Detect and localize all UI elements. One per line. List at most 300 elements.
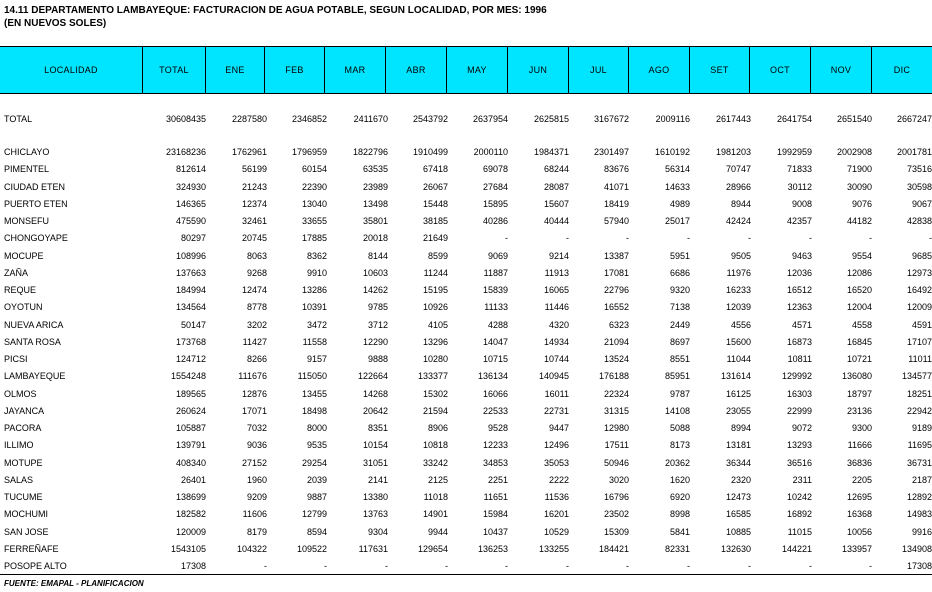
cell-feb: 11558: [302, 337, 327, 347]
row-label: SANTA ROSA: [4, 337, 61, 347]
table-bottom-rule: [0, 574, 932, 575]
cell-abr: 21649: [422, 233, 448, 243]
cell-jun: 14934: [543, 337, 569, 347]
cell-may: 136134: [477, 371, 508, 381]
cell-set: 4556: [730, 320, 751, 330]
cell-feb: 109522: [296, 544, 327, 554]
cell-ene: 111676: [238, 371, 267, 381]
cell-oct: 9008: [791, 199, 812, 209]
cell-set: 23055: [725, 406, 751, 416]
row-label: MOCUPE: [4, 251, 44, 261]
cell-may: 15839: [482, 285, 508, 295]
cell-dic: 30598: [906, 182, 932, 192]
cell-ago: 5951: [669, 251, 690, 261]
cell-ene: 20745: [241, 233, 267, 243]
cell-oct: 42357: [786, 216, 812, 226]
cell-mar: 2411670: [353, 114, 388, 124]
cell-ene: 9209: [246, 492, 267, 502]
cell-ago: 1620: [669, 475, 690, 485]
cell-nov: 12004: [846, 302, 872, 312]
title-line-2: (EN NUEVOS SOLES): [4, 18, 107, 29]
cell-ago: -: [687, 561, 690, 571]
cell-ene: 9036: [246, 440, 267, 450]
cell-jun: 16011: [544, 389, 569, 399]
cell-may: 11651: [483, 492, 508, 502]
row-label: MOTUPE: [4, 458, 43, 468]
cell-ago: 7138: [669, 302, 690, 312]
cell-feb: 29254: [301, 458, 327, 468]
cell-set: 8994: [730, 423, 751, 433]
column-header-feb: FEB: [264, 47, 324, 93]
cell-oct: 12363: [786, 302, 812, 312]
cell-mar: 2141: [367, 475, 388, 485]
cell-nov: 2205: [851, 475, 872, 485]
cell-may: 15895: [482, 199, 508, 209]
cell-ene: 3202: [246, 320, 267, 330]
cell-ene: 8179: [246, 527, 267, 537]
column-header-localidad: LOCALIDAD: [44, 65, 98, 75]
cell-ago: 25017: [664, 216, 690, 226]
cell-abr: 10818: [422, 440, 448, 450]
cell-oct: 12036: [786, 268, 812, 278]
cell-abr: 33242: [422, 458, 448, 468]
cell-total: 189565: [175, 389, 206, 399]
cell-oct: 22999: [786, 406, 812, 416]
cell-may: 22533: [482, 406, 508, 416]
cell-jul: 41071: [603, 182, 629, 192]
cell-may: 2000110: [473, 147, 508, 157]
cell-ene: 11427: [242, 337, 267, 347]
cell-feb: 8362: [306, 251, 327, 261]
cell-feb: 13286: [301, 285, 327, 295]
cell-feb: 9535: [306, 440, 327, 450]
cell-total: 812614: [175, 164, 206, 174]
cell-may: 11887: [483, 268, 508, 278]
cell-jul: 50946: [603, 458, 629, 468]
cell-mar: 35801: [362, 216, 388, 226]
cell-feb: 8000: [306, 423, 327, 433]
cell-oct: 36516: [786, 458, 812, 468]
row-label: JAYANCA: [4, 406, 45, 416]
cell-ene: 1960: [246, 475, 267, 485]
cell-dic: 11011: [908, 354, 932, 364]
cell-abr: 11244: [423, 268, 448, 278]
column-header-may: MAY: [446, 47, 507, 93]
cell-oct: 16303: [786, 389, 812, 399]
cell-ene: -: [264, 561, 267, 571]
column-header-nov: NOV: [810, 47, 871, 93]
cell-nov: 10721: [846, 354, 872, 364]
cell-jul: 15309: [603, 527, 629, 537]
cell-mar: 10603: [362, 268, 388, 278]
cell-ene: 11606: [242, 509, 267, 519]
column-header-dic: DIC: [871, 47, 932, 93]
cell-dic: -: [929, 233, 932, 243]
cell-abr: 129654: [417, 544, 448, 554]
cell-abr: 14901: [422, 509, 448, 519]
cell-jun: 2222: [548, 475, 569, 485]
cell-total: 475590: [175, 216, 206, 226]
cell-ago: 8551: [669, 354, 690, 364]
cell-dic: 134577: [901, 371, 932, 381]
cell-feb: 17885: [301, 233, 327, 243]
cell-oct: 16873: [786, 337, 812, 347]
cell-jun: 1984371: [533, 147, 569, 157]
cell-total: 146365: [175, 199, 206, 209]
cell-mar: 117631: [358, 544, 388, 554]
cell-oct: 2311: [792, 475, 812, 485]
cell-set: 13181: [725, 440, 751, 450]
column-header-jul: JUL: [568, 47, 628, 93]
cell-jul: 13387: [603, 251, 629, 261]
cell-feb: 13455: [301, 389, 327, 399]
cell-dic: 9916: [911, 527, 932, 537]
row-label: ILLIMO: [4, 440, 34, 450]
cell-nov: 133957: [841, 544, 872, 554]
cell-ene: 104322: [236, 544, 267, 554]
cell-ago: 9320: [669, 285, 690, 295]
cell-jul: 57940: [603, 216, 629, 226]
cell-set: 1981203: [715, 147, 751, 157]
cell-total: 260624: [175, 406, 206, 416]
cell-abr: 67418: [422, 164, 448, 174]
cell-total: 184994: [175, 285, 206, 295]
cell-mar: 20642: [362, 406, 388, 416]
column-header-ene: ENE: [205, 47, 264, 93]
cell-may: 12233: [482, 440, 508, 450]
cell-abr: -: [445, 561, 448, 571]
cell-abr: 2125: [427, 475, 448, 485]
cell-set: 11976: [726, 268, 751, 278]
cell-oct: 2641754: [776, 114, 812, 124]
cell-ago: 2449: [669, 320, 690, 330]
cell-dic: 17107: [906, 337, 932, 347]
cell-oct: 30112: [787, 182, 812, 192]
row-label: TOTAL: [4, 114, 33, 124]
row-label: PACORA: [4, 423, 42, 433]
cell-feb: 12799: [301, 509, 327, 519]
cell-ene: 9268: [246, 268, 267, 278]
cell-nov: -: [869, 561, 872, 571]
row-label: PICSI: [4, 354, 28, 364]
cell-may: 2637954: [472, 114, 508, 124]
cell-set: 132630: [720, 544, 751, 554]
cell-mar: 13763: [362, 509, 388, 519]
cell-jun: 9447: [548, 423, 569, 433]
cell-set: 8944: [730, 199, 751, 209]
cell-jun: 2625815: [533, 114, 569, 124]
cell-abr: 4105: [427, 320, 448, 330]
row-label: PIMENTEL: [4, 164, 50, 174]
cell-jun: 9214: [548, 251, 569, 261]
cell-set: 16233: [725, 285, 751, 295]
row-label: OLMOS: [4, 389, 37, 399]
cell-ene: 8778: [246, 302, 267, 312]
cell-ene: 12374: [241, 199, 267, 209]
cell-may: -: [505, 233, 508, 243]
cell-abr: 8906: [427, 423, 448, 433]
cell-dic: 9067: [911, 199, 932, 209]
cell-ene: 2287580: [231, 114, 267, 124]
row-label: FERREÑAFE: [4, 544, 59, 554]
row-label: REQUE: [4, 285, 37, 295]
row-label: LAMBAYEQUE: [4, 371, 66, 381]
cell-ene: 17071: [241, 406, 267, 416]
cell-jul: 2301497: [593, 147, 629, 157]
cell-jun: 12496: [543, 440, 569, 450]
row-label: NUEVA ARICA: [4, 320, 64, 330]
cell-ene: 8266: [246, 354, 267, 364]
cell-dic: 18251: [906, 389, 932, 399]
cell-abr: 8599: [427, 251, 448, 261]
cell-ago: 82331: [664, 544, 690, 554]
cell-dic: 36731: [906, 458, 932, 468]
cell-jun: 11446: [544, 302, 569, 312]
cell-feb: 9910: [306, 268, 327, 278]
cell-jul: 22324: [603, 389, 629, 399]
cell-may: 4288: [487, 320, 508, 330]
cell-may: 14047: [482, 337, 508, 347]
cell-jul: 13524: [603, 354, 629, 364]
cell-set: -: [748, 233, 751, 243]
cell-total: 124712: [175, 354, 206, 364]
source-footnote: FUENTE: EMAPAL - PLANIFICACION: [4, 579, 144, 588]
cell-jul: 16796: [603, 492, 629, 502]
cell-oct: 13293: [786, 440, 812, 450]
cell-feb: 8594: [306, 527, 327, 537]
cell-total: 324930: [175, 182, 206, 192]
column-header-mar: MAR: [324, 47, 385, 93]
cell-abr: 1910499: [412, 147, 448, 157]
cell-abr: 9944: [427, 527, 448, 537]
cell-ago: 5088: [669, 423, 690, 433]
cell-jul: 22796: [603, 285, 629, 295]
cell-total: 1543105: [170, 544, 206, 554]
cell-set: 10885: [725, 527, 751, 537]
cell-ago: 4989: [669, 199, 690, 209]
cell-jun: -: [566, 561, 569, 571]
cell-jun: 10744: [543, 354, 569, 364]
cell-nov: -: [869, 233, 872, 243]
cell-feb: 10391: [301, 302, 327, 312]
cell-nov: 44182: [846, 216, 872, 226]
cell-jun: 11536: [544, 492, 569, 502]
row-label: CIUDAD ETEN: [4, 182, 66, 192]
cell-mar: 9888: [367, 354, 388, 364]
cell-may: 69078: [482, 164, 508, 174]
cell-nov: 12086: [846, 268, 872, 278]
cell-dic: 73516: [906, 164, 932, 174]
cell-nov: 9300: [851, 423, 872, 433]
cell-jun: 16201: [543, 509, 569, 519]
cell-ago: 1610192: [654, 147, 690, 157]
row-label: TUCUME: [4, 492, 43, 502]
cell-ago: 2009116: [655, 114, 690, 124]
row-label: ZAÑA: [4, 268, 29, 278]
cell-jul: -: [626, 233, 629, 243]
cell-mar: 1822796: [352, 147, 388, 157]
column-header-ago: AGO: [628, 47, 689, 93]
cell-total: 138699: [175, 492, 206, 502]
cell-oct: 16512: [786, 285, 812, 295]
cell-nov: 18797: [846, 389, 872, 399]
cell-jun: 11913: [544, 268, 569, 278]
cell-feb: -: [324, 561, 327, 571]
cell-dic: 16492: [906, 285, 932, 295]
cell-ene: 21243: [241, 182, 267, 192]
cell-total: 120009: [175, 527, 206, 537]
page-title: [4, 4, 547, 30]
column-header-abr: ABR: [385, 47, 446, 93]
cell-mar: 63535: [362, 164, 388, 174]
cell-dic: 2667247: [896, 114, 932, 124]
cell-dic: 12892: [906, 492, 932, 502]
cell-oct: 71833: [786, 164, 812, 174]
cell-dic: 134908: [901, 544, 932, 554]
cell-mar: 13380: [362, 492, 388, 502]
cell-feb: 13040: [301, 199, 327, 209]
cell-set: 16585: [725, 509, 751, 519]
row-label: MOCHUMI: [4, 509, 48, 519]
cell-nov: 16520: [846, 285, 872, 295]
cell-mar: 14262: [362, 285, 388, 295]
cell-jun: 140945: [538, 371, 569, 381]
cell-jun: 22731: [543, 406, 569, 416]
cell-nov: 10056: [846, 527, 872, 537]
row-label: PUERTO ETEN: [4, 199, 68, 209]
cell-jul: 16552: [603, 302, 629, 312]
cell-nov: 9076: [851, 199, 872, 209]
cell-set: 131614: [720, 371, 751, 381]
cell-oct: -: [809, 233, 812, 243]
cell-ago: 6920: [669, 492, 690, 502]
cell-ene: 1762961: [231, 147, 267, 157]
cell-feb: 22390: [301, 182, 327, 192]
cell-nov: 2651540: [836, 114, 872, 124]
cell-set: 2320: [730, 475, 751, 485]
cell-mar: 9785: [367, 302, 388, 312]
cell-nov: 71900: [846, 164, 872, 174]
cell-may: 40286: [482, 216, 508, 226]
cell-jul: 18419: [603, 199, 629, 209]
cell-dic: 2187: [911, 475, 932, 485]
cell-total: 17308: [180, 561, 206, 571]
cell-set: 15600: [725, 337, 751, 347]
column-header-set: SET: [689, 47, 749, 93]
cell-feb: 3472: [306, 320, 327, 330]
row-label: CHICLAYO: [4, 147, 50, 157]
cell-jun: 68244: [543, 164, 569, 174]
cell-set: 12473: [725, 492, 751, 502]
cell-jun: 16065: [543, 285, 569, 295]
cell-oct: 11015: [787, 527, 812, 537]
cell-feb: 60154: [301, 164, 327, 174]
cell-dic: 14983: [906, 509, 932, 519]
cell-mar: -: [385, 561, 388, 571]
cell-set: 36344: [725, 458, 751, 468]
cell-feb: 18498: [301, 406, 327, 416]
cell-may: 10715: [482, 354, 508, 364]
cell-jul: 176188: [598, 371, 629, 381]
cell-mar: 20018: [362, 233, 388, 243]
cell-may: 16066: [482, 389, 508, 399]
cell-oct: 1992959: [776, 147, 812, 157]
cell-abr: 10280: [422, 354, 448, 364]
cell-set: 16125: [725, 389, 751, 399]
cell-dic: 4591: [911, 320, 932, 330]
cell-dic: 11695: [907, 440, 932, 450]
cell-jul: 184421: [598, 544, 629, 554]
cell-mar: 14268: [362, 389, 388, 399]
cell-may: -: [505, 561, 508, 571]
cell-set: 42424: [725, 216, 751, 226]
column-header-jun: JUN: [507, 47, 568, 93]
cell-jun: 35053: [543, 458, 569, 468]
cell-total: 182582: [175, 509, 206, 519]
cell-dic: 42838: [906, 216, 932, 226]
cell-abr: 15302: [422, 389, 448, 399]
cell-may: 10437: [482, 527, 508, 537]
cell-oct: 144221: [781, 544, 812, 554]
cell-mar: 12290: [362, 337, 388, 347]
cell-ago: 8173: [669, 440, 690, 450]
cell-total: 137663: [175, 268, 206, 278]
cell-nov: 36836: [846, 458, 872, 468]
cell-jun: 10529: [543, 527, 569, 537]
cell-ago: 8697: [669, 337, 690, 347]
cell-total: 1554248: [170, 371, 206, 381]
cell-dic: 9189: [911, 423, 932, 433]
cell-ago: 5841: [669, 527, 690, 537]
cell-abr: 38185: [422, 216, 448, 226]
cell-ene: 27152: [241, 458, 267, 468]
cell-set: 2617443: [715, 114, 751, 124]
cell-jul: 23502: [603, 509, 629, 519]
cell-abr: 10926: [422, 302, 448, 312]
cell-mar: 31051: [362, 458, 388, 468]
cell-nov: 136080: [841, 371, 872, 381]
cell-nov: 9554: [851, 251, 872, 261]
cell-ago: 14108: [664, 406, 690, 416]
cell-total: 30608435: [165, 114, 206, 124]
cell-ago: 8998: [669, 509, 690, 519]
cell-mar: 23989: [362, 182, 388, 192]
row-label: CHONGOYAPE: [4, 233, 68, 243]
cell-jul: 3020: [608, 475, 629, 485]
cell-mar: 8144: [367, 251, 388, 261]
cell-feb: 2039: [306, 475, 327, 485]
cell-ene: 32461: [241, 216, 267, 226]
cell-ago: 14633: [664, 182, 690, 192]
cell-ene: 12474: [241, 285, 267, 295]
cell-dic: 17308: [906, 561, 932, 571]
cell-mar: 9304: [367, 527, 388, 537]
cell-total: 23168236: [165, 147, 206, 157]
cell-ago: -: [687, 233, 690, 243]
cell-feb: 2346852: [291, 114, 327, 124]
cell-jul: 31315: [603, 406, 629, 416]
cell-nov: 16845: [846, 337, 872, 347]
cell-total: 80297: [180, 233, 206, 243]
cell-mar: 8351: [367, 423, 388, 433]
cell-oct: 9072: [791, 423, 812, 433]
table-header: [0, 46, 932, 94]
cell-total: 139791: [175, 440, 206, 450]
cell-jun: 28087: [543, 182, 569, 192]
cell-abr: 133377: [417, 371, 448, 381]
cell-mar: 3712: [367, 320, 388, 330]
row-label: SAN JOSE: [4, 527, 49, 537]
